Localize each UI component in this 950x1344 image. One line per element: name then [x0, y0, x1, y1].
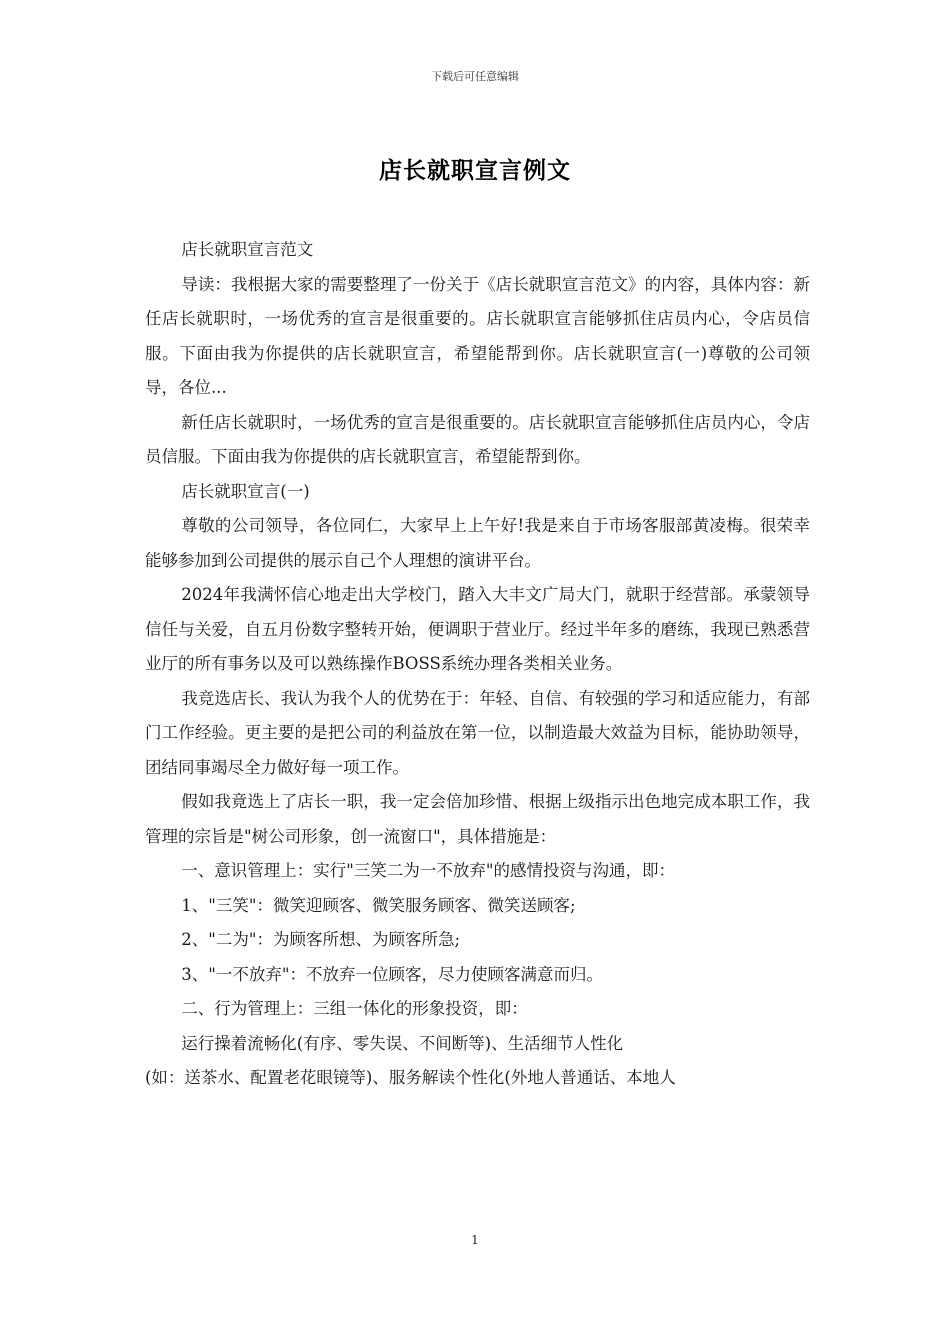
page-number: 1 — [471, 1233, 479, 1247]
header-note: 下载后可任意编辑 — [431, 70, 519, 83]
paragraph-section-two: 二、行为管理上：三组一体化的形象投资，即： — [181, 999, 528, 1018]
paragraph-operations: 运行操着流畅化(有序、零失误、不间断等)、生活细节人性化 — [181, 1033, 624, 1053]
paragraph-background: 2024年我满怀信心地走出大学校门，踏入大丰文广局大门，就职于经营部。承蒙领导信任与关爱，自五月份数字整转开始，便调职于营业厅。经过半年多的磨练，我现已熟悉营业厅的所有事务以及可以熟练操作BOSS系统办理各类相关业务。 — [145, 585, 810, 673]
paragraph-summary: 新任店长就职时，一场优秀的宣言是很重要的。店长就职宣言能够抓住店员内心，令店员信服。下面由我为你提供的店长就职宣言，希望能帮到你。 — [145, 412, 810, 466]
paragraph-measures: 假如我竟选上了店长一职，我一定会倍加珍惜、根据上级指示出色地完成本职工作，我管理的宗旨是"树公司形象，创一流窗口"，具体措施是： — [145, 792, 810, 846]
paragraph-continuation: (如：送茶水、配置老花眼镜等)、服务解读个性化(外地人普通话、本地人 — [145, 1068, 676, 1087]
paragraph-item-two: 2、"二为"：为顾客所想、为顾客所急; — [181, 930, 461, 949]
paragraph-section-one: 一、意识管理上：实行"三笑二为一不放弃"的感情投资与沟通，即： — [181, 861, 675, 880]
paragraph-greeting: 尊敬的公司领导，各位同仁，大家早上上午好!我是来自于市场客服部黄凌梅。很荣幸能够参加到公司提供的展示自己个人理想的演讲平台。 — [145, 516, 810, 570]
paragraph-advantages: 我竞选店长、我认为我个人的优势在于：年轻、自信、有较强的学习和适应能力，有部门工作经验。更主要的是把公司的利益放在第一位，以制造最大效益为目标，能协助领导，团结同事竭尽全力做好每一项工作。 — [145, 688, 810, 777]
document-title: 店长就职宣言例文 — [379, 158, 571, 184]
paragraph-subtitle: 店长就职宣言范文 — [181, 240, 314, 259]
paragraph-intro: 导读：我根据大家的需要整理了一份关于《店长就职宣言范文》的内容，具体内容：新任店长就职时，一场优秀的宣言是很重要的。店长就职宣言能够抓住店员内心，令店员信服。下面由我为你提供的店长就职宣言，希望能帮到你。店长就职宣言(一)尊敬的公司领导，各位... — [145, 274, 810, 397]
paragraph-item-three: 3、"一不放弃"：不放弃一位顾客，尽力使顾客满意而归。 — [181, 964, 603, 984]
paragraph-heading-one: 店长就职宣言(一) — [181, 481, 310, 501]
document-body — [145, 233, 810, 1096]
paragraph-item-one: 1、"三笑"：微笑迎顾客、微笑服务顾客、微笑送顾客; — [181, 895, 576, 915]
